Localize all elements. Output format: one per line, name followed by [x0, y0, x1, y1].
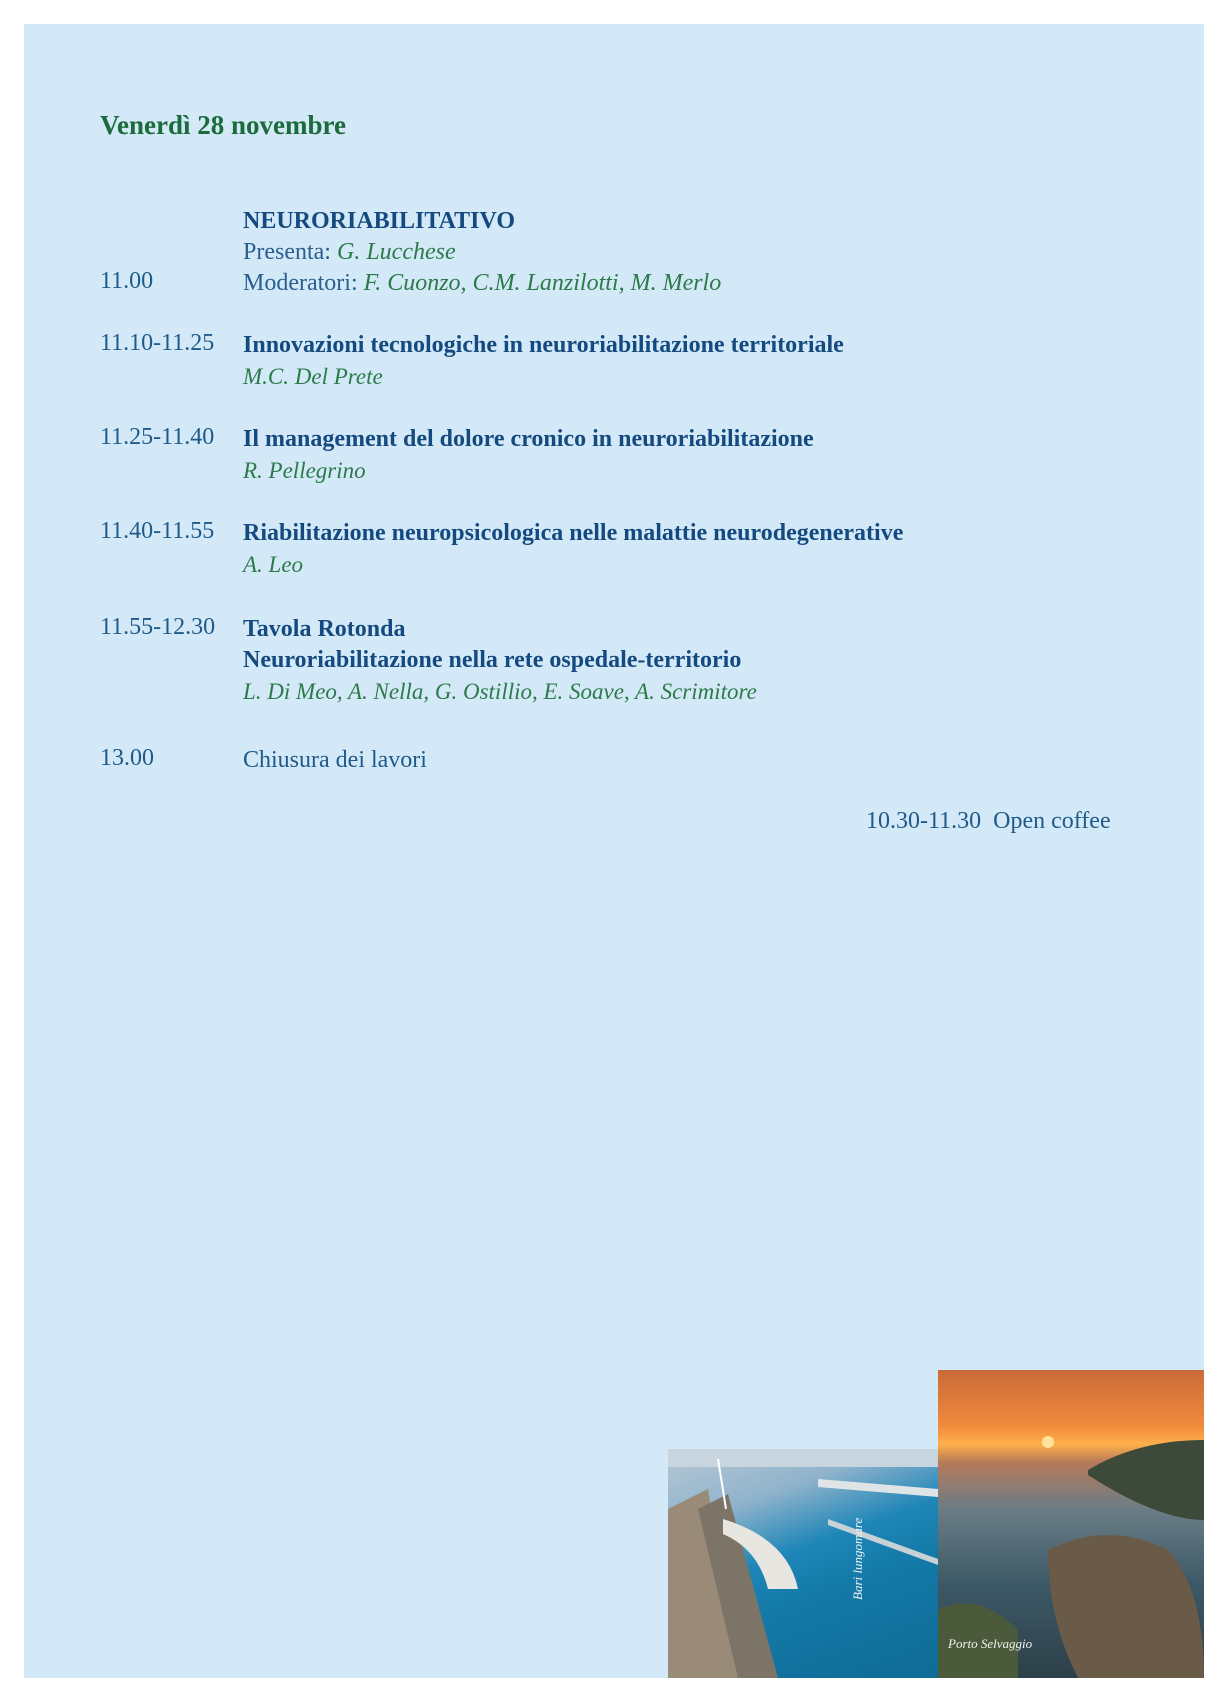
session-title: NEURORIABILITATIVO: [243, 208, 516, 234]
closing-text: Chiusura dei lavori: [243, 747, 427, 773]
bari-caption: Bari lungomare: [850, 1517, 865, 1600]
talk-speaker: A. Leo: [243, 552, 304, 577]
coffee-time: 10.30-11.30: [866, 808, 982, 834]
moderators-names: F. Cuonzo, C.M. Lanzilotti, M. Merlo: [363, 270, 722, 296]
presenter-label: Presenta:: [243, 239, 331, 265]
porto-photo-art: [938, 1370, 1204, 1678]
bari-photo-art: [668, 1449, 938, 1678]
round-table-subtitle: Neuroriabilitazione nella rete ospedale-territorio: [243, 647, 742, 673]
porto-photo: [938, 1370, 1204, 1678]
talk-title: Il management del dolore cronico in neuroriabilitazione: [243, 426, 814, 452]
moderators-line: [243, 268, 1103, 299]
talk-time: 11.40-11.55: [100, 518, 215, 544]
talk-title: Innovazioni tecnologiche in neuroriabilitazione territoriale: [243, 332, 844, 358]
round-table-title: Tavola Rotonda: [243, 616, 406, 642]
porto-caption: Porto Selvaggio: [948, 1636, 1033, 1651]
round-table-time: 11.55-12.30: [100, 614, 216, 640]
moderators-label: Moderatori:: [243, 270, 358, 296]
talk-speaker: M.C. Del Prete: [243, 364, 383, 389]
bari-photo: [668, 1449, 938, 1678]
round-table-speakers: L. Di Meo, A. Nella, G. Ostillio, E. Soave, A. Scrimitore: [243, 679, 757, 704]
moderators-time: 11.00: [100, 268, 154, 294]
coffee-break: [866, 808, 1111, 835]
talk-time: 11.10-11.25: [100, 330, 215, 356]
presenter-line: [243, 237, 1103, 268]
coffee-text: Open coffee: [993, 808, 1111, 834]
talk-speaker: R. Pellegrino: [243, 458, 366, 483]
talk-time: 11.25-11.40: [100, 424, 215, 450]
closing-time: 13.00: [100, 745, 154, 771]
day-title: Venerdì 28 novembre: [100, 110, 346, 140]
talk-title: Riabilitazione neuropsicologica nelle malattie neurodegenerative: [243, 520, 904, 546]
presenter-name: G. Lucchese: [336, 239, 456, 265]
